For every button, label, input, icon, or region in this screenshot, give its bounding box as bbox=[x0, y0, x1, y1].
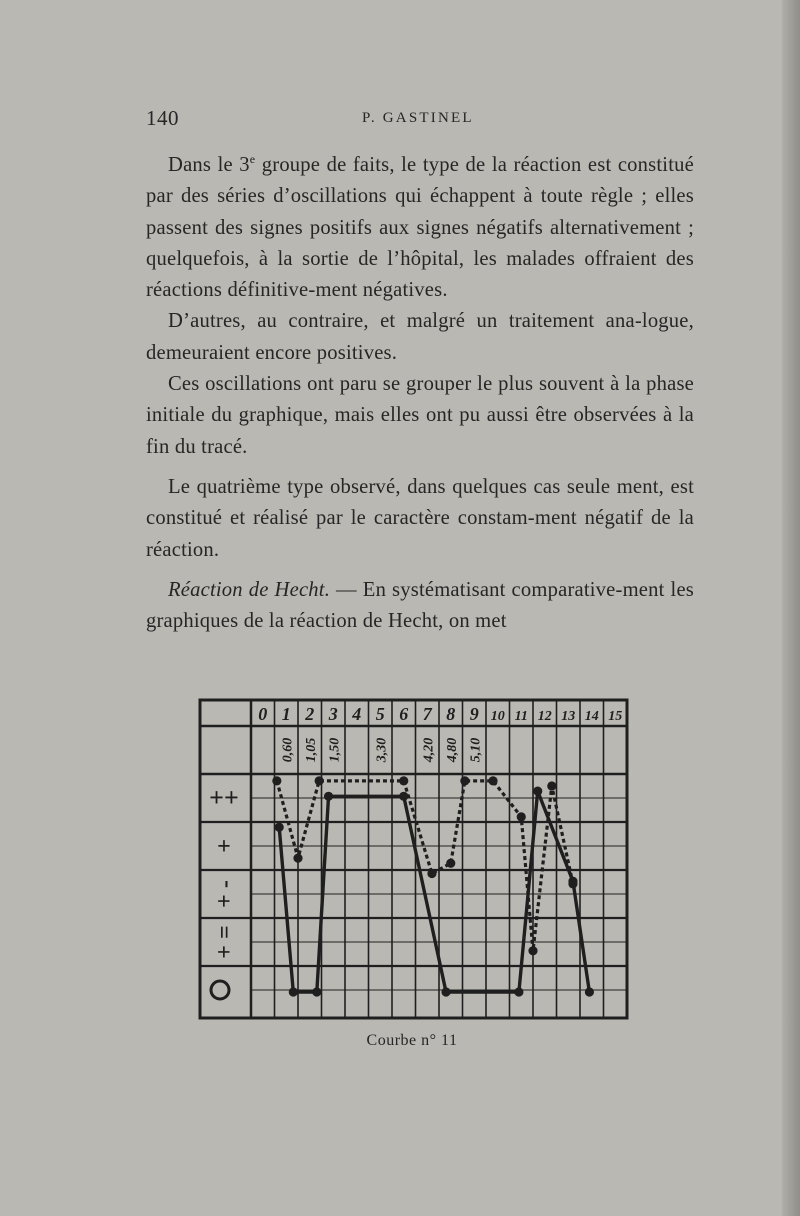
level-label: ++ bbox=[209, 783, 239, 812]
solid-series-point bbox=[441, 987, 450, 996]
value-label: 5,10 bbox=[468, 737, 484, 763]
paragraph-1-start: Dans le 3 bbox=[168, 154, 250, 176]
paragraph-1-superscript: e bbox=[249, 152, 256, 167]
dashed-series-point bbox=[568, 879, 577, 888]
dashed-series-point bbox=[547, 781, 556, 790]
solid-series-point bbox=[324, 792, 333, 801]
dashed-series-point bbox=[272, 776, 281, 785]
value-label: 0,60 bbox=[280, 737, 296, 763]
caption-text: Courbe n° 11 bbox=[366, 1032, 458, 1049]
figure-caption bbox=[0, 1032, 800, 1050]
value-label: 4,80 bbox=[444, 737, 460, 763]
day-number-label: 14 bbox=[584, 709, 599, 724]
section-title: Réaction de Hecht. bbox=[168, 578, 331, 601]
solid-series-point bbox=[312, 987, 321, 996]
dashed-series-point bbox=[528, 946, 537, 955]
day-number-label: 2 bbox=[305, 704, 315, 724]
dashed-series-point bbox=[427, 869, 436, 878]
dashed-series-point bbox=[293, 854, 302, 863]
solid-series-point bbox=[585, 987, 594, 996]
level-label: + = bbox=[212, 925, 238, 959]
body-text bbox=[146, 150, 694, 637]
day-number-label: 9 bbox=[469, 704, 479, 724]
solid-series-point bbox=[533, 787, 542, 796]
page-number: 140 bbox=[146, 106, 179, 130]
value-label: 1,05 bbox=[303, 737, 319, 763]
value-label: 1,50 bbox=[327, 737, 343, 763]
level-label: + - bbox=[212, 880, 238, 908]
level-label: + bbox=[217, 834, 231, 860]
day-number-label: 10 bbox=[490, 709, 505, 724]
day-number-label: 11 bbox=[514, 709, 528, 724]
day-number-label: 1 bbox=[281, 704, 291, 724]
running-head: P. GASTINEL bbox=[362, 110, 474, 126]
day-number-label: 4 bbox=[352, 704, 362, 724]
paragraph-5-text: — En systématisant comparative-ment les graphiques de la réaction de Hecht, on met bbox=[146, 578, 694, 633]
day-number-label: 6 bbox=[399, 704, 409, 724]
solid-series-point bbox=[514, 987, 523, 996]
level-label-zero bbox=[211, 981, 229, 999]
dashed-series-point bbox=[315, 776, 324, 785]
dashed-series-point bbox=[399, 776, 408, 785]
solid-series-point bbox=[275, 823, 284, 832]
paragraph-5 bbox=[146, 575, 694, 638]
paragraph-3: Ces oscillations ont paru se grouper le plus souvent à la phase initiale du graphique, mais elles ont pu aussi être observées à la fin du tracé. bbox=[146, 373, 694, 458]
paragraph-1 bbox=[146, 150, 694, 306]
day-number-label: 13 bbox=[561, 709, 576, 724]
day-number-label: 15 bbox=[608, 709, 623, 724]
day-number-label: 7 bbox=[422, 704, 432, 724]
day-number-label: 3 bbox=[328, 704, 338, 724]
curve-chart bbox=[196, 696, 631, 1022]
page-header bbox=[146, 106, 694, 130]
dashed-series-point bbox=[460, 776, 469, 785]
solid-series-point bbox=[289, 987, 298, 996]
curve-figure bbox=[196, 696, 631, 1022]
day-number-label: 8 bbox=[446, 704, 456, 724]
day-number-label: 5 bbox=[375, 704, 385, 724]
dashed-series-point bbox=[446, 859, 455, 868]
dashed-series-point bbox=[517, 812, 526, 821]
paragraph-4: Le quatrième type observé, dans quelques cas seule ment, est constitué et réalisé par le caractère constam-ment négatif de la réaction. bbox=[146, 475, 694, 561]
day-number-label: 12 bbox=[537, 709, 552, 724]
value-label: 3,30 bbox=[374, 737, 390, 763]
paragraph-1-rest: groupe de faits, le type de la réaction est constitué par des séries d’oscillations qui échappent à toute règle ; elles passent des signes positifs aux signes négatifs alternativement ; quelquefois, à la sortie de l’hôpital, les malades offraient des réactions définitive-ment négatives. bbox=[146, 154, 694, 302]
day-number-label: 0 bbox=[258, 704, 268, 724]
dashed-series-point bbox=[488, 776, 497, 785]
paragraph-2: D’autres, au contraire, et malgré un traitement ana-logue, demeuraient encore positives. bbox=[146, 310, 694, 364]
value-label: 4,20 bbox=[421, 737, 437, 763]
